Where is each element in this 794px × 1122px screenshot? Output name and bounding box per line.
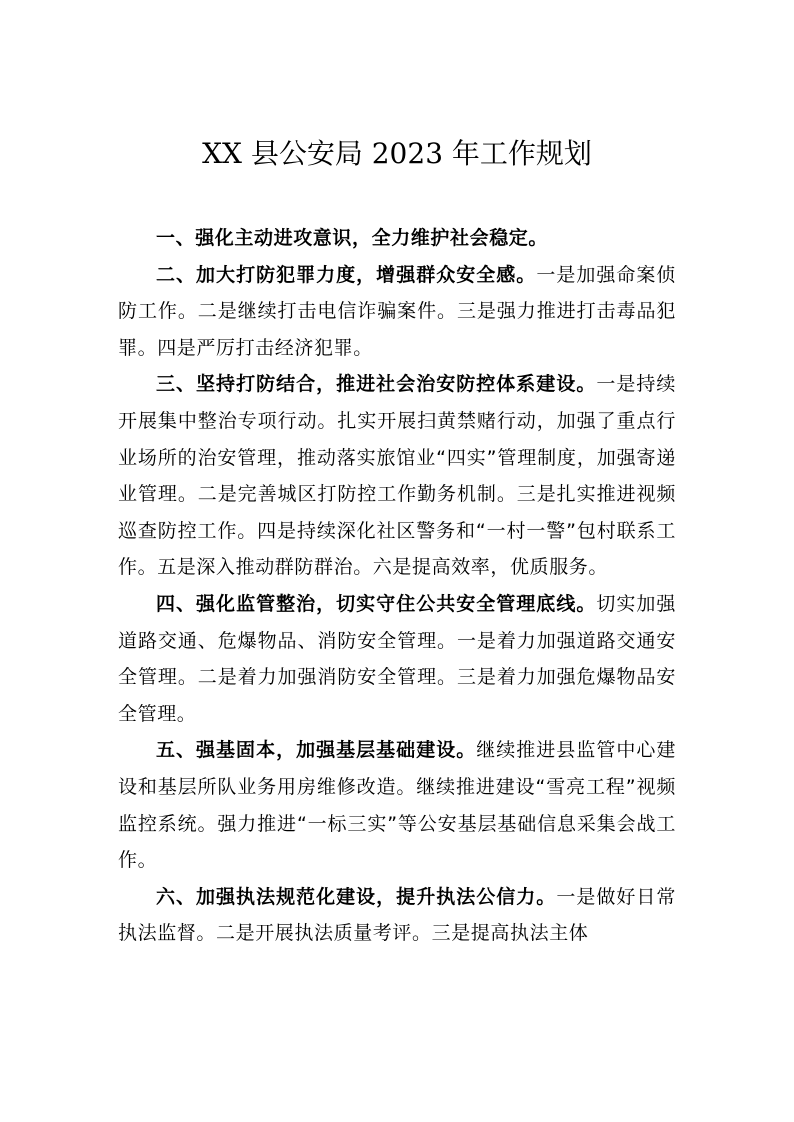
section-text: 一是持续开展集中整治专项行动。扎实开展扫黄禁赌行动，加强了重点行业场所的治安管理，推动落实旅馆业“四实”管理制度，加强寄递业管理。二是完善城区打防控工作勤务机制。三是扎实推进视频巡查防控工作。四是持续深化社区警务和“一村一警”包村联系工作。五是深入推动群防群治。六是提高效率，优质服务。	[118, 373, 677, 579]
section-text: 切实加强道路交通、危爆物品、消防安全管理。一是着力加强道路交通安全管理。二是着力加强消防安全管理。三是着力加强危爆物品安全管理。	[118, 592, 677, 725]
section-heading: 四、强化监管整治，切实守住公共安全管理底线。	[156, 592, 597, 615]
document-title: XX 县公安局 2023 年工作规划	[202, 137, 592, 170]
section-text: 一是做好日常执法监督。二是开展执法质量考评。三是提高执法主体	[118, 885, 676, 945]
section-heading: 二、加大打防犯罪力度，增强群众安全感。	[156, 263, 537, 286]
section-paragraph	[118, 257, 676, 367]
section-heading: 六、加强执法规范化建设，提升执法公信力。	[156, 885, 557, 908]
document-body	[118, 220, 676, 952]
section-paragraph	[118, 732, 676, 878]
section-paragraph	[118, 879, 676, 952]
section-paragraph	[118, 366, 676, 586]
section-heading: 五、强基固本，加强基层基础建设。	[156, 739, 477, 762]
section-heading: 三、坚持打防结合，推进社会治安防控体系建设。	[156, 373, 597, 396]
section-paragraph	[118, 220, 676, 257]
section-text: 一是加强命案侦防工作。二是继续打击电信诈骗案件。三是强力推进打击毒品犯罪。四是严厉打击经济犯罪。	[118, 263, 677, 359]
section-text: 继续推进县监管中心建设和基层所队业务用房维修改造。继续推进建设“雪亮工程”视频监控系统。强力推进“一标三实”等公安基层基础信息采集会战工作。	[118, 739, 676, 872]
section-paragraph	[118, 586, 676, 732]
section-heading: 一、强化主动进攻意识，全力维护社会稳定。	[156, 227, 549, 249]
